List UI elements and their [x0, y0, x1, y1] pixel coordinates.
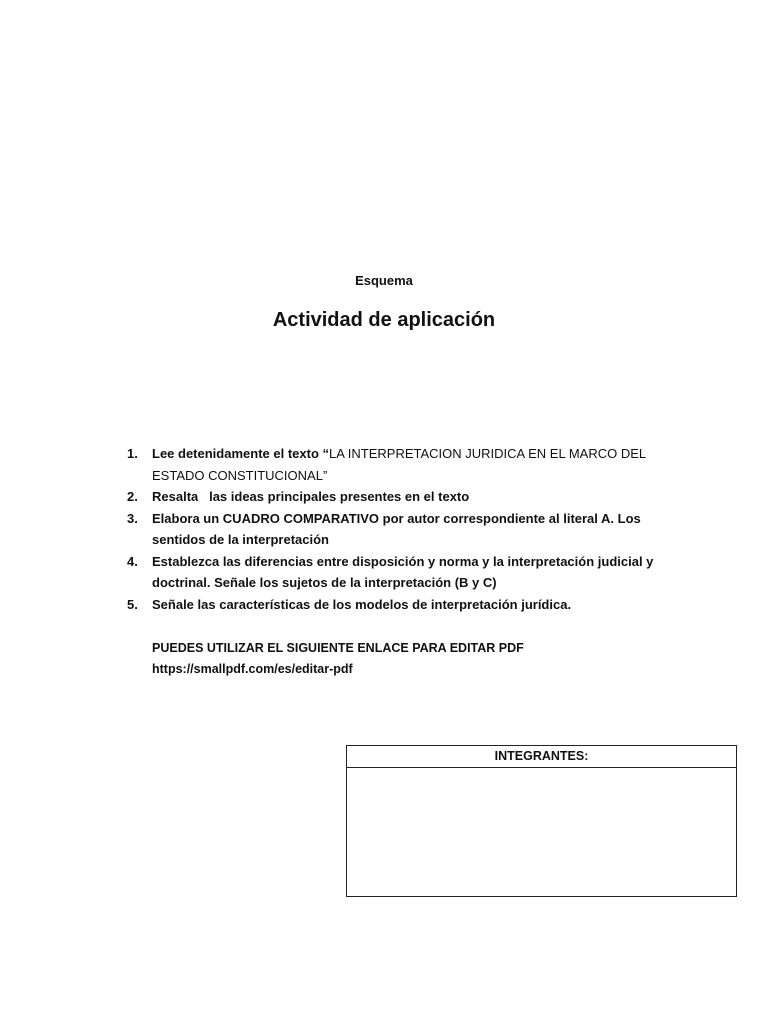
task-item-1 [127, 443, 687, 486]
task-text: Lee detenidamente el texto “ [152, 446, 329, 461]
edit-pdf-link[interactable]: https://smallpdf.com/es/editar-pdf [152, 662, 353, 676]
note-text: PUEDES UTILIZAR EL SIGUIENTE ENLACE PARA EDITAR PDF [152, 641, 524, 655]
task-item-2 [127, 486, 687, 508]
members-header: INTEGRANTES: [347, 746, 736, 768]
task-number: 4. [127, 553, 138, 569]
task-text: Establezca las diferencias entre disposición y norma y la interpretación judicial y doctrinal. Señale los sujetos de la interpretación (B y C) [152, 553, 654, 590]
task-number: 5. [127, 596, 138, 612]
task-text: Resalta las ideas principales presentes en el texto [152, 489, 470, 504]
members-field[interactable] [347, 768, 736, 896]
task-item-4 [127, 551, 687, 594]
task-text: Señale las características de los modelos de interpretación jurídica. [152, 596, 572, 612]
edit-pdf-note [152, 638, 524, 680]
task-item-5 [127, 594, 687, 616]
task-text: Elabora un CUADRO COMPARATIVO por autor correspondiente al literal A. Los sentidos de la interpretación [152, 510, 641, 547]
task-number: 3. [127, 510, 138, 526]
task-text-title: LA INTERPRETACION JURIDICA EN EL MARCO DEL ESTADO CONSTITUCIONAL” [152, 446, 646, 483]
document-title: Actividad de aplicación [272, 309, 496, 331]
document-subtitle: Esquema [355, 273, 413, 288]
task-number: 2. [127, 489, 138, 504]
task-list [127, 443, 687, 615]
task-number: 1. [127, 446, 138, 461]
task-item-3 [127, 508, 687, 551]
members-table [346, 745, 737, 897]
